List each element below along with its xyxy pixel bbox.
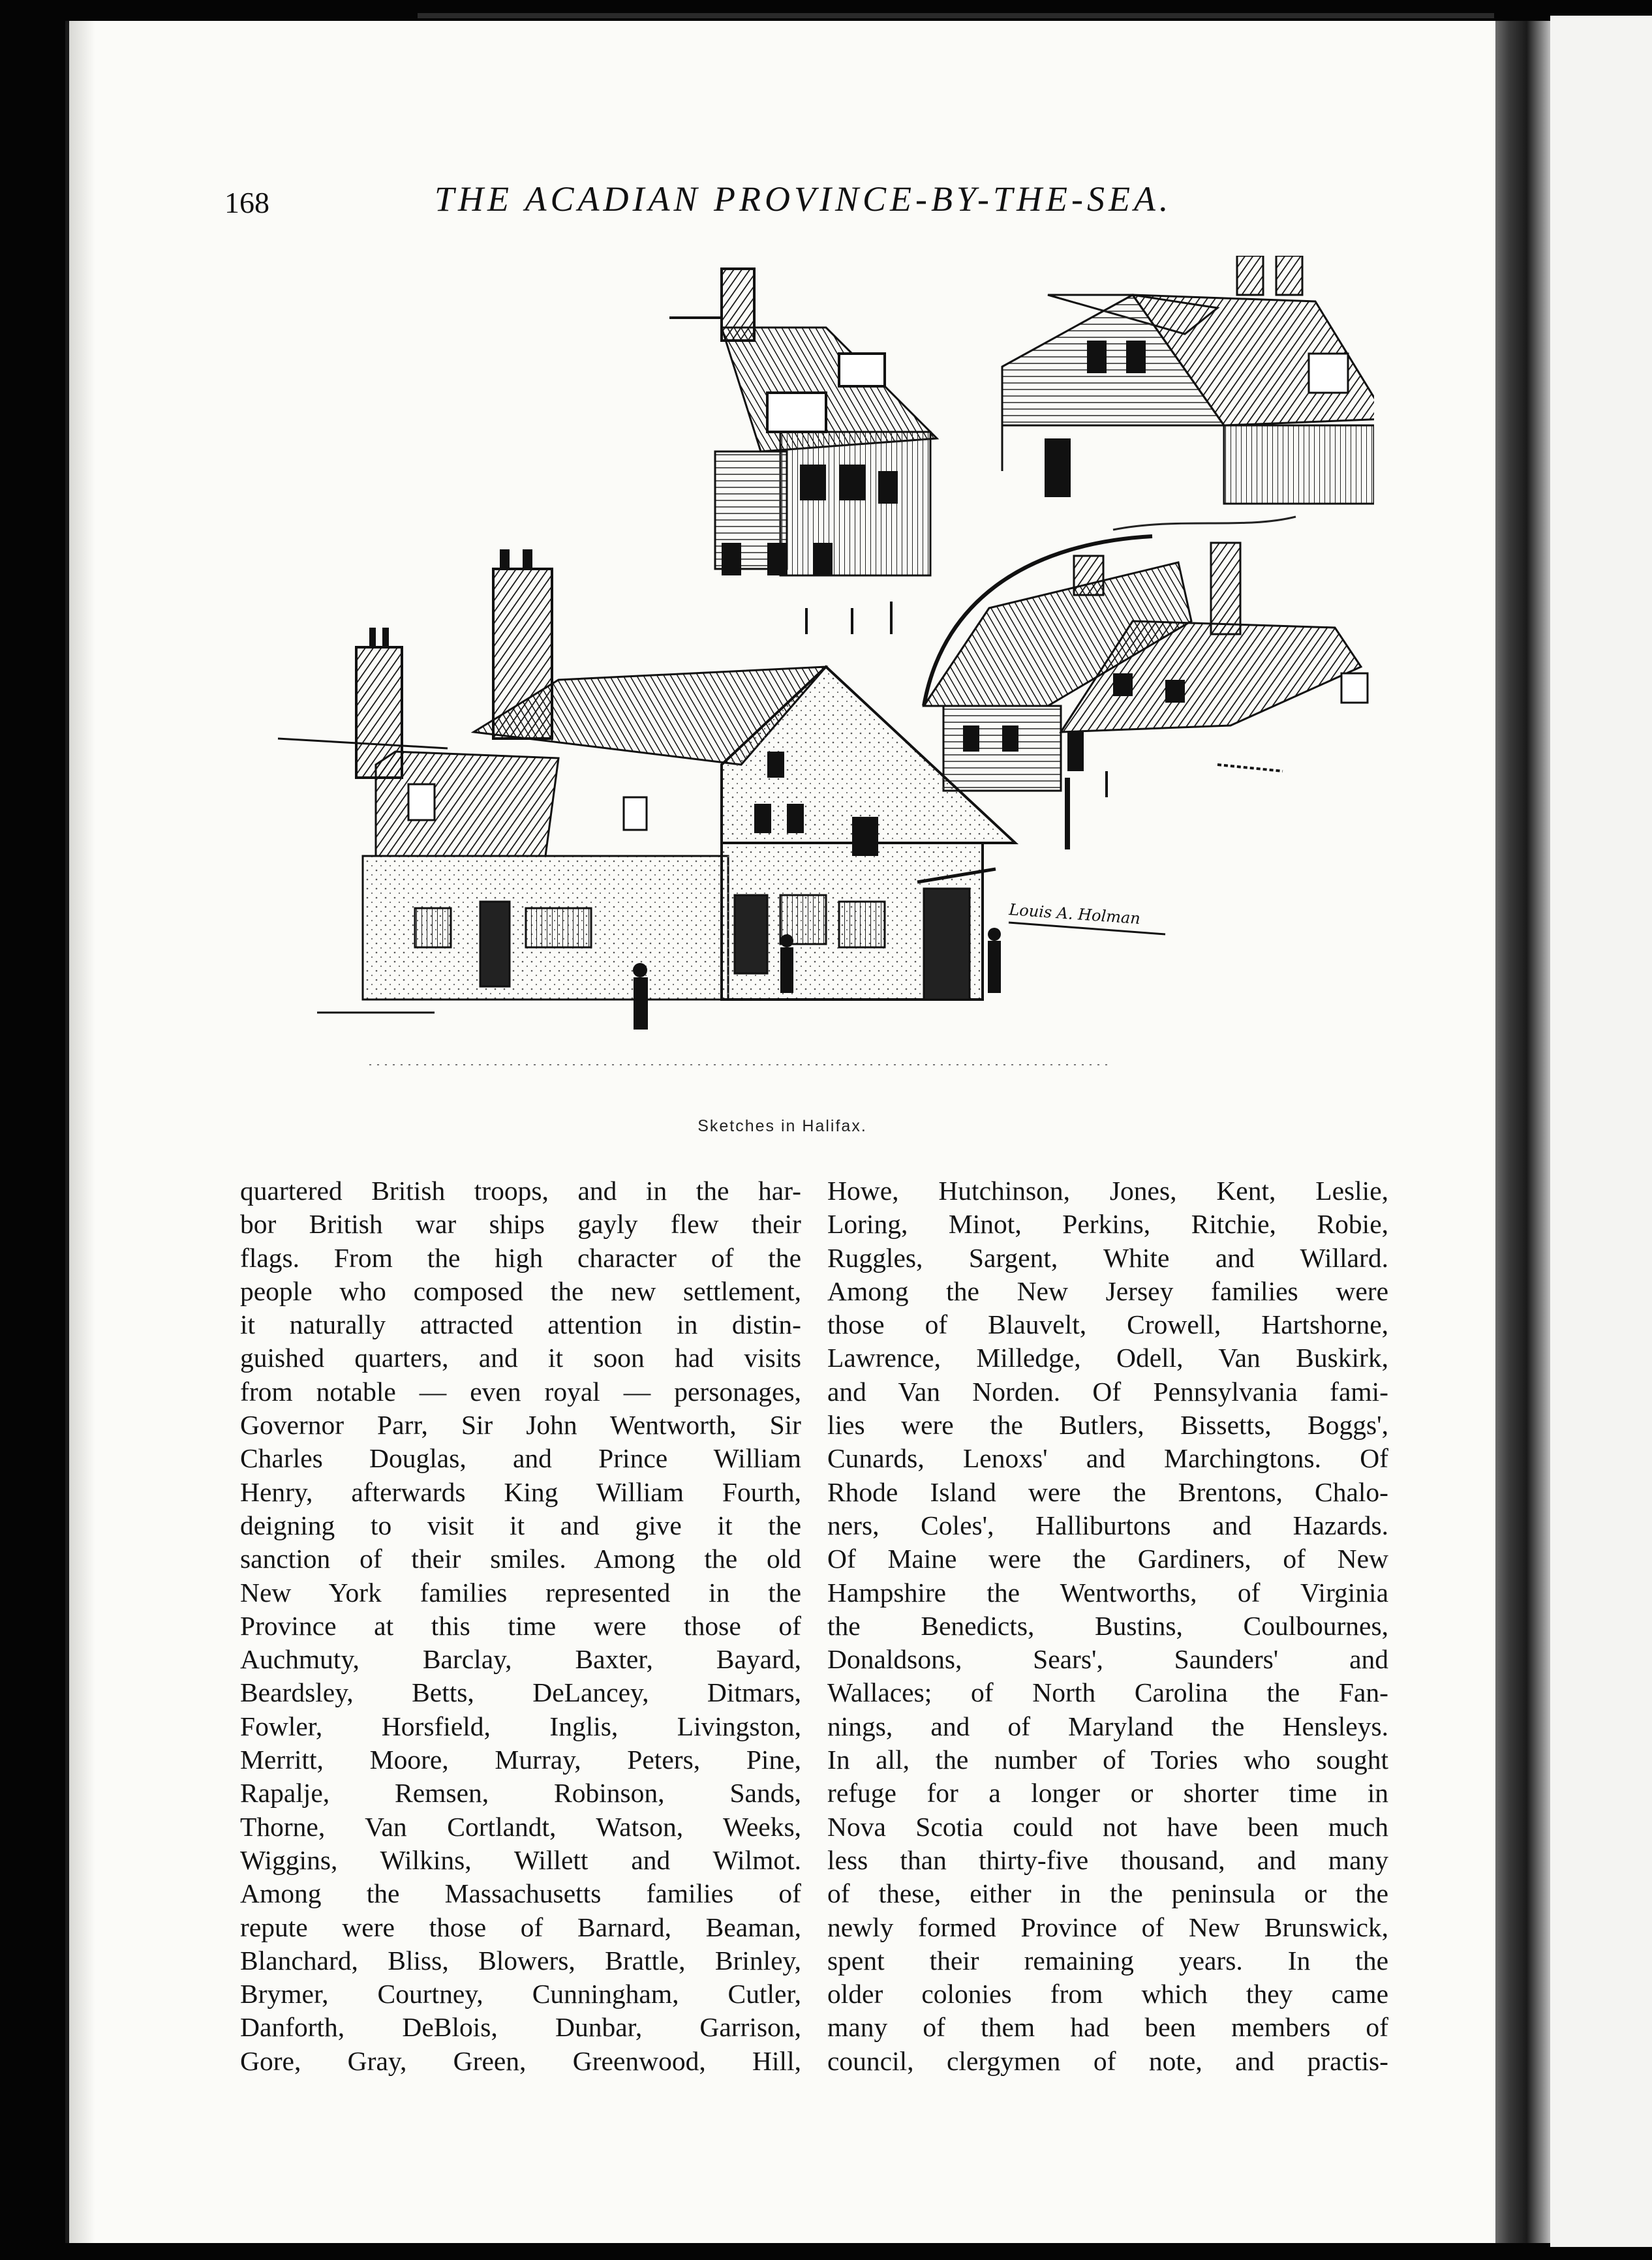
text-line: older colonies from which they came [827, 1979, 1388, 2009]
text-line: the Benedicts, Bustins, Coulbournes, [827, 1610, 1388, 1641]
text-line: Governor Parr, Sir John Wentworth, Sir [240, 1410, 801, 1441]
text-line: Donaldsons, Sears', Saunders' and [827, 1644, 1388, 1675]
sketch-top-right-house [1002, 256, 1374, 504]
text-line: Of Maine were the Gardiners, of New [827, 1544, 1388, 1574]
text-line: guished quarters, and it soon had visits [240, 1343, 801, 1373]
text-line: Auchmuty, Barclay, Baxter, Bayard, [240, 1644, 801, 1675]
text-line: it naturally attracted attention in distin- [240, 1309, 801, 1340]
text-line: New York families represented in the [240, 1577, 801, 1608]
text-line: Hampshire the Wentworths, of Virginia [827, 1577, 1388, 1608]
text-column-left [240, 1174, 801, 2078]
book-page [65, 21, 1495, 2243]
running-title: THE ACADIAN PROVINCE-BY-THE-SEA. [435, 179, 1172, 219]
text-column-right [827, 1174, 1388, 2078]
text-line: Lawrence, Milledge, Odell, Van Buskirk, [827, 1343, 1388, 1373]
page-number: 168 [224, 186, 269, 219]
scan-top-edge [418, 13, 1494, 18]
text-line: sanction of their smiles. Among the old [240, 1544, 801, 1574]
sketch-top-center-house [669, 269, 937, 634]
text-line: less than thirty-five thousand, and many [827, 1844, 1388, 1875]
text-line: people who composed the new settlement, [240, 1275, 801, 1306]
text-line: Howe, Hutchinson, Jones, Kent, Leslie, [827, 1176, 1388, 1206]
text-line: Danforth, DeBlois, Dunbar, Garrison, [240, 2012, 801, 2043]
text-line: lies were the Butlers, Bissetts, Boggs', [827, 1410, 1388, 1441]
text-line: Wallaces; of North Carolina the Fan- [827, 1677, 1388, 1708]
text-line: Gore, Gray, Green, Greenwood, Hill, [240, 2045, 801, 2076]
figure-caption: Sketches in Halifax. [697, 1117, 867, 1135]
adjacent-page-edge [1550, 16, 1652, 2247]
text-line: Thorne, Van Cortlandt, Watson, Weeks, [240, 1811, 801, 1842]
text-line: bor British war ships gayly flew their [240, 1209, 801, 1240]
text-line: many of them had been members of [827, 2012, 1388, 2043]
text-line: Ruggles, Sargent, White and Willard. [827, 1242, 1388, 1273]
text-line: repute were those of Barnard, Beaman, [240, 1912, 801, 1942]
text-line: Rapalje, Remsen, Robinson, Sands, [240, 1778, 801, 1809]
text-line: ners, Coles', Halliburtons and Hazards. [827, 1510, 1388, 1540]
artist-signature: Louis A. Holman [1008, 900, 1141, 928]
text-line: and Van Norden. Of Pennsylvania fami- [827, 1376, 1388, 1407]
text-line: Henry, afterwards King William Fourth, [240, 1476, 801, 1507]
text-line: newly formed Province of New Brunswick, [827, 1912, 1388, 1942]
text-line: spent their remaining years. In the [827, 1945, 1388, 1976]
text-line: council, clergymen of note, and practis- [827, 2045, 1388, 2076]
halifax-sketches-illustration [265, 256, 1374, 1104]
text-line: of these, either in the peninsula or the [827, 1878, 1388, 1909]
text-line: Charles Douglas, and Prince William [240, 1443, 801, 1474]
text-line: Cunards, Lenoxs' and Marchingtons. Of [827, 1443, 1388, 1474]
text-line: refuge for a longer or shorter time in [827, 1778, 1388, 1809]
text-line: from notable — even royal — personages, [240, 1376, 801, 1407]
text-line: deigning to visit it and give it the [240, 1510, 801, 1540]
text-line: those of Blauvelt, Crowell, Hartshorne, [827, 1309, 1388, 1340]
text-line: Among the Massachusetts families of [240, 1878, 801, 1909]
text-line: Fowler, Horsfield, Inglis, Livingston, [240, 1711, 801, 1741]
book-gutter-shadow [1491, 21, 1550, 2243]
running-header [69, 176, 1495, 228]
text-line: Merritt, Moore, Murray, Peters, Pine, [240, 1745, 801, 1775]
text-line: Wiggins, Wilkins, Willett and Wilmot. [240, 1844, 801, 1875]
text-line: nings, and of Maryland the Hensleys. [827, 1711, 1388, 1741]
text-line: Province at this time were those of [240, 1610, 801, 1641]
text-line: Brymer, Courtney, Cunningham, Cutler, [240, 1979, 801, 2009]
text-line: Nova Scotia could not have been much [827, 1811, 1388, 1842]
text-line: quartered British troops, and in the har- [240, 1176, 801, 1206]
text-line: flags. From the high character of the [240, 1242, 801, 1273]
text-line: Loring, Minot, Perkins, Ritchie, Robie, [827, 1209, 1388, 1240]
text-line: In all, the number of Tories who sought [827, 1745, 1388, 1775]
text-line: Rhode Island were the Brentons, Chalo- [827, 1476, 1388, 1507]
text-line: Beardsley, Betts, DeLancey, Ditmars, [240, 1677, 801, 1708]
text-line: Among the New Jersey families were [827, 1275, 1388, 1306]
text-line: Blanchard, Bliss, Blowers, Brattle, Brinley, [240, 1945, 801, 1976]
